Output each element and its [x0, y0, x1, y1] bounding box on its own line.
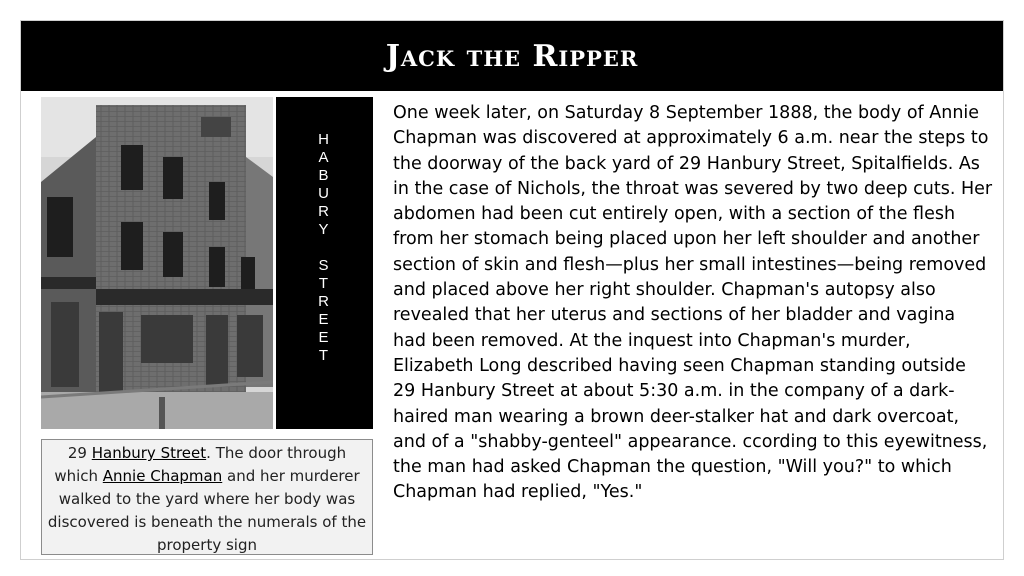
label-letter: T: [318, 275, 331, 292]
title-bar: [21, 21, 1003, 91]
label-letter: E: [318, 311, 331, 328]
caption-text: . The door through which: [54, 444, 347, 485]
label-letter: T: [318, 347, 331, 364]
photo-caption: [41, 439, 373, 555]
hanbury-street-vertical-label: [276, 97, 373, 429]
caption-text: and her murderer walked to the yard where her body was discovered is beneath the numerals of the property sign: [47, 467, 367, 554]
label-letter: B: [318, 167, 331, 184]
label-letter: H: [318, 131, 331, 148]
label-letter: Y: [318, 221, 331, 238]
label-letter: U: [318, 185, 331, 202]
hanbury-street-photo: [41, 97, 273, 429]
slide: [20, 20, 1004, 560]
label-letter: R: [318, 293, 331, 310]
hanbury-street-link[interactable]: Hanbury Street: [91, 444, 207, 462]
caption-prefix: 29: [67, 444, 92, 462]
slide-title: Jack the Ripper: [385, 38, 639, 74]
annie-chapman-link[interactable]: Annie Chapman: [102, 467, 223, 485]
label-letter: R: [318, 203, 331, 220]
building-photo-icon: [41, 97, 273, 429]
body-paragraph: One week later, on Saturday 8 September 1888, the body of Annie Chapman was discovered at approximately 6 a.m. near the steps to the doorway of the back yard of 29 Hanbury Street, Spitalfields. As in the case of Nichols, the throat was severed by two deep cuts. Her abdomen had been cut entirely open, with a section of the flesh from her stomach being placed upon her left shoulder and another section of skin and flesh—plus her small intestines—being removed and placed above her right shoulder. Chapman's autopsy also revealed that her uterus and sections of her bladder and vagina had been removed. At the inquest into Chapman's murder, Elizabeth Long described having seen Chapman standing outside 29 Hanbury Street at about 5:30 a.m. in the company of a dark-haired man wearing a brown deer-stalker hat and dark overcoat, and of a "shabby-genteel" appearance. ccording to this eyewitness, the man had asked Chapman the question, "Will you?" to which Chapman had replied, "Yes.": [393, 103, 993, 503]
label-letter: S: [318, 257, 331, 274]
label-letter: A: [318, 149, 331, 166]
label-letter: E: [318, 329, 331, 346]
